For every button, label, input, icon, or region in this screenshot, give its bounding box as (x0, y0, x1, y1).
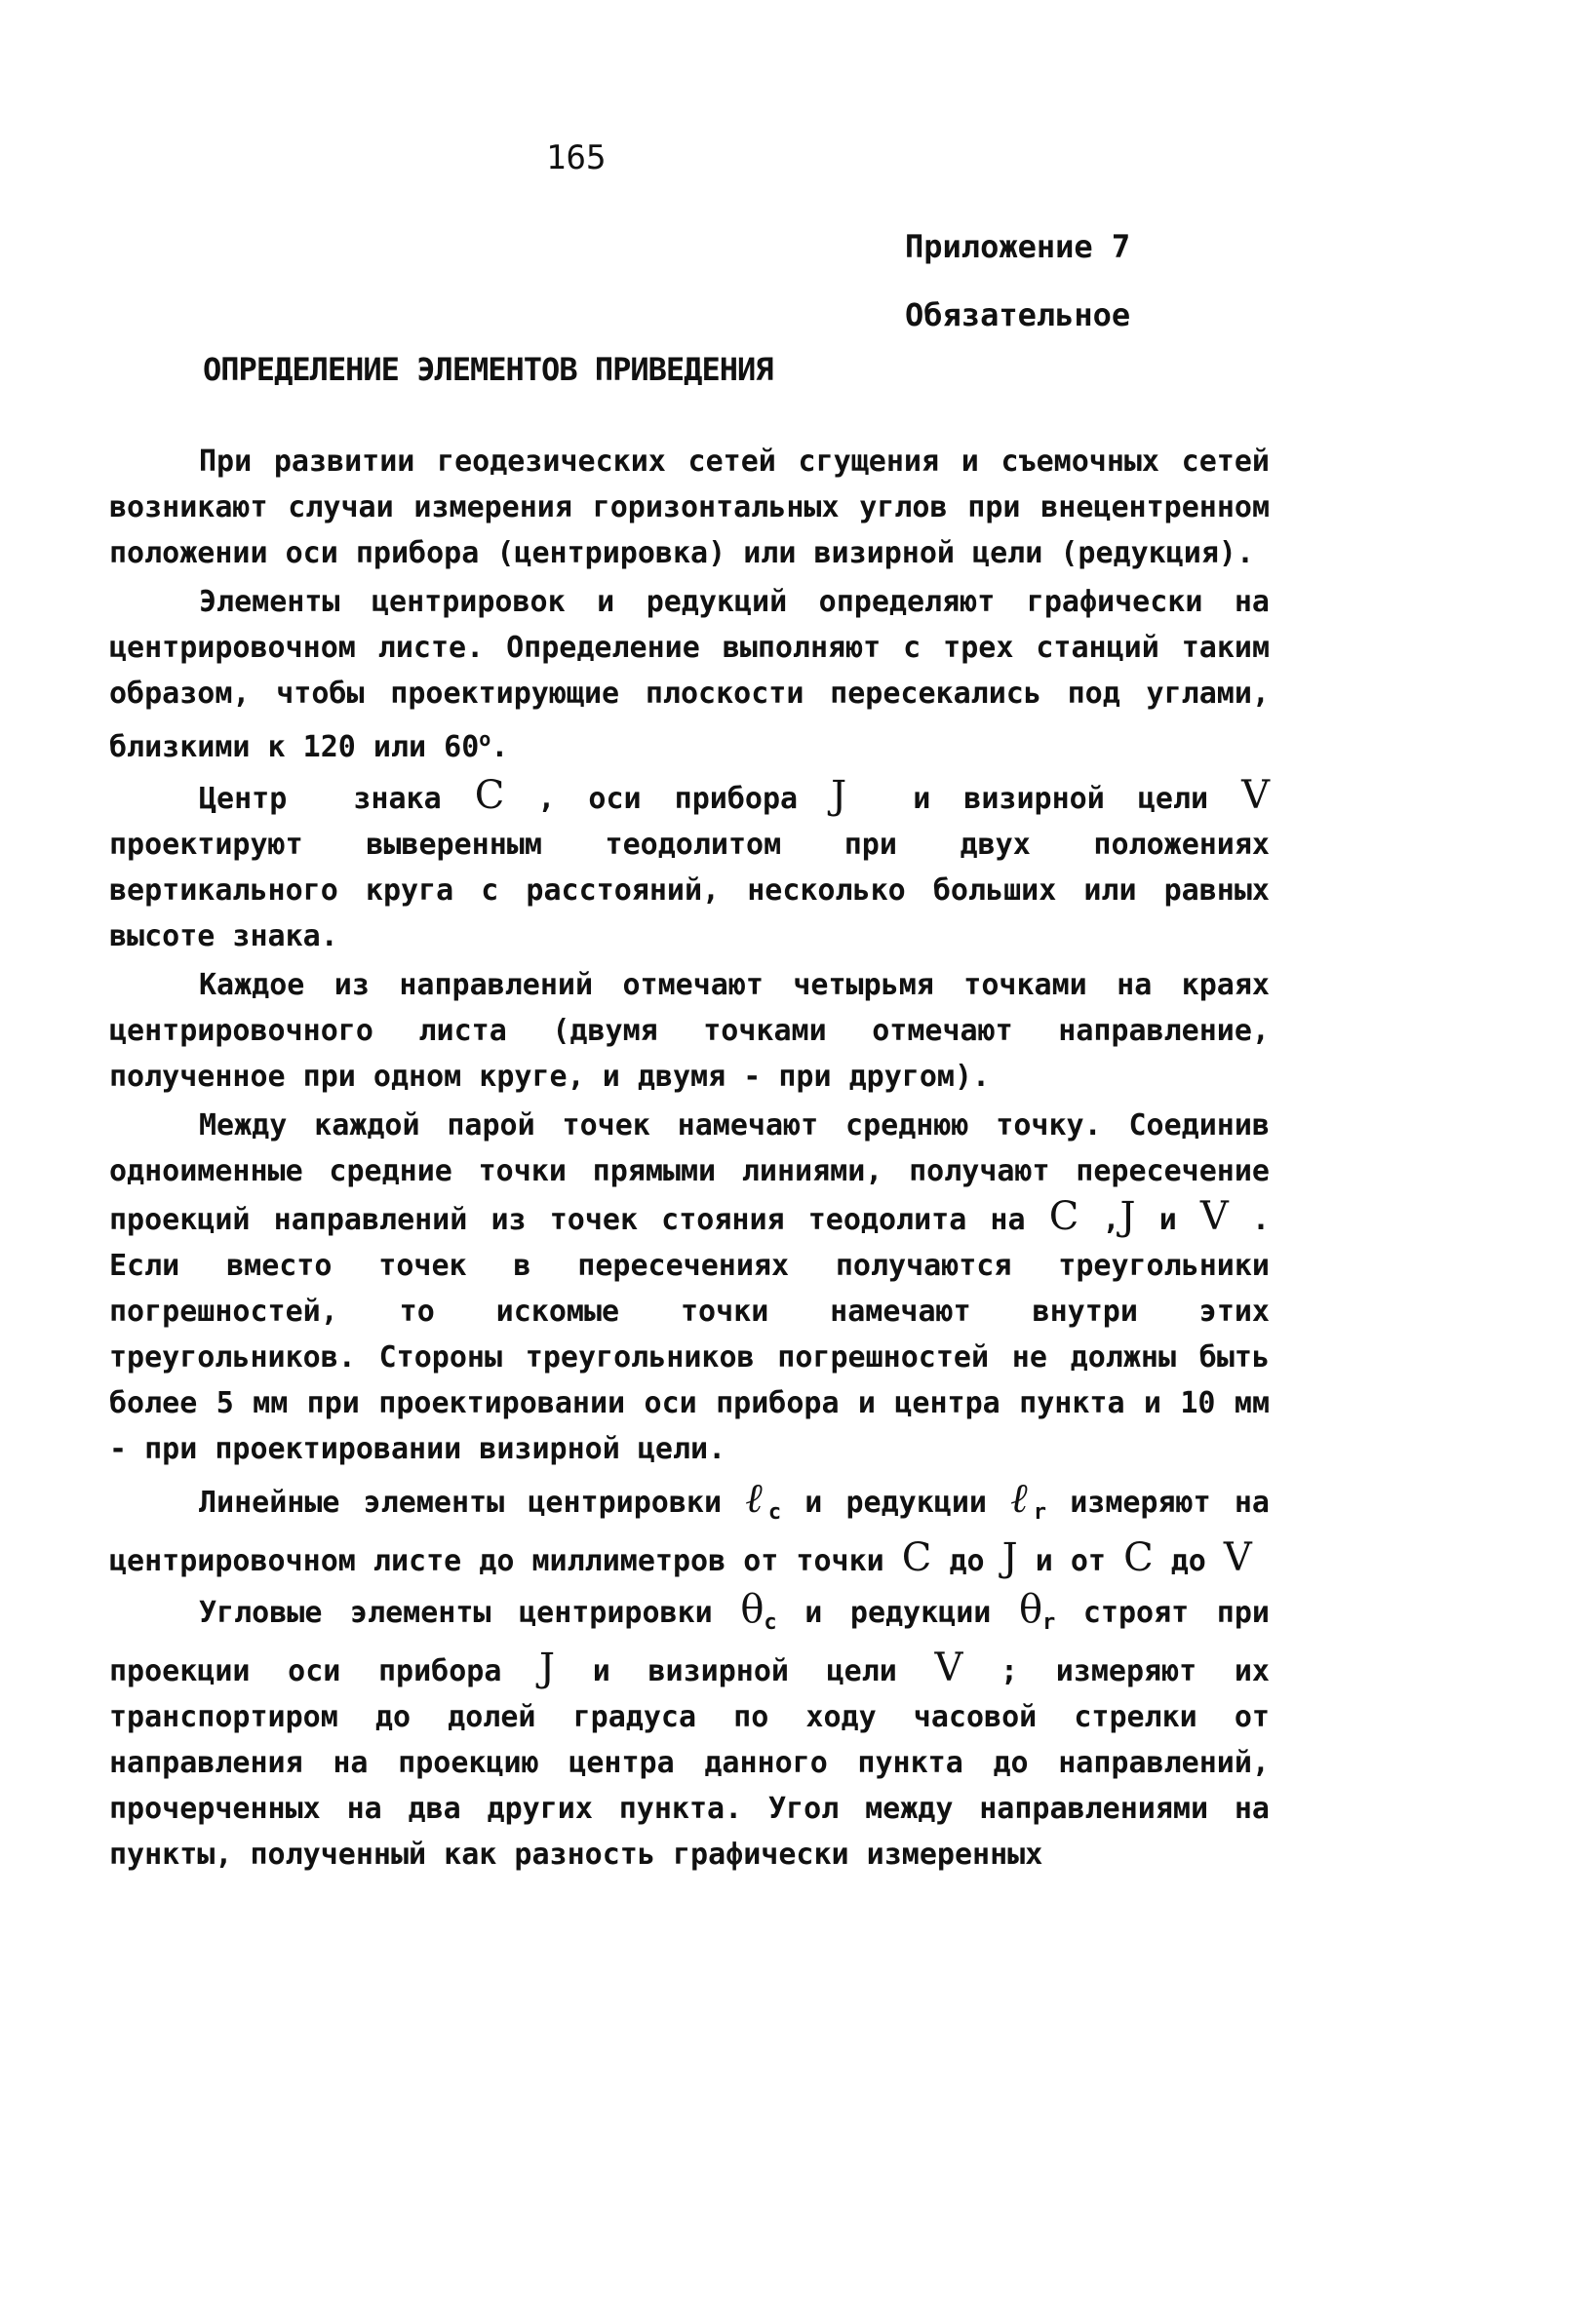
symbol-l-sub-c: c (767, 1500, 782, 1525)
symbol-theta: θ (740, 1587, 765, 1632)
symbol-j: J (539, 1646, 556, 1690)
symbol-c: C (474, 773, 505, 818)
symbol-l-sub-r: r (1033, 1500, 1047, 1525)
paragraph-6-text-d: до (931, 1544, 1002, 1578)
paragraph-3-text-d: проектируют выверенным теодолитом при двух положениях вертикального круга с расстояний, несколько больших или равных высоте знака. (109, 782, 1288, 953)
symbol-theta: θ (1018, 1587, 1043, 1632)
symbol-l: ℓ (745, 1474, 768, 1522)
paragraph-5 (109, 1103, 1288, 1472)
appendix-status: Обязательное (905, 296, 1131, 333)
paragraph-2-end: . (490, 730, 509, 764)
symbol-j: J (831, 773, 847, 818)
paragraph-7-text-d: и визирной цели (555, 1654, 935, 1688)
paragraph-3-text-c: и визирной цели (846, 782, 1242, 816)
paragraph-7-text-a: Угловые элементы центрировки (199, 1596, 741, 1630)
paragraph-7-text-e: ; измеряют их транспортиром до долей градуса по ходу часовой стрелки от направления на проекцию центра данного пункта до направлений, прочерченных на два других пункта. Угол между направлениями на пункты, полученный как разность графически измеренных (109, 1654, 1288, 1872)
symbol-j: J (1119, 1194, 1136, 1239)
symbol-v: V (1241, 773, 1270, 818)
paragraph-3 (109, 773, 1288, 959)
degree-mark: о (479, 727, 491, 751)
symbol-v: V (934, 1646, 963, 1690)
symbol-v: V (1223, 1535, 1252, 1580)
paragraph-6-text-f: до (1153, 1544, 1224, 1578)
paragraph-2-text: Элементы центрировок и редукций определяют графически на центрировочном листе. Определение выполняют с трех станций таким образом, чтобы проектирующие плоскости пересекались под углами, близкими к 120 или 60 (109, 585, 1288, 764)
paragraph-6-text-a: Линейные элементы центрировки (199, 1486, 746, 1520)
symbol-c: C (1123, 1535, 1154, 1580)
paragraph-3-text-b: , оси прибора (504, 782, 832, 816)
paragraph-1-text: При развитии геодезических сетей сгущения и съемочных сетей возникают случаи измерения горизонтальных углов при внецентренном положении оси прибора (центрировка) или визирной цели (редукция). (109, 445, 1288, 570)
paragraph-5-text-a: Между каждой парой точек намечают среднюю точку. Соединив одноименные средние точки прямыми линиями, получают пересечение проекций направлений из точек стояния теодолита на (109, 1108, 1288, 1237)
paragraph-5-text-b: , (1079, 1203, 1120, 1237)
paragraph-6-text-c: измеряют на центрировочном листе до миллиметров от точки (109, 1486, 1288, 1578)
symbol-c: C (901, 1535, 932, 1580)
symbol-v: V (1199, 1194, 1229, 1239)
paragraph-6-text-b: и редукции (781, 1486, 1011, 1520)
paragraph-7 (109, 1587, 1288, 1878)
section-heading: ОПРЕДЕЛЕНИЕ ЭЛЕМЕНТОВ ПРИВЕДЕНИЯ (203, 351, 773, 388)
paragraph-2 (109, 579, 1288, 770)
appendix-label: Приложение 7 (905, 228, 1131, 265)
page-number: 165 (546, 138, 607, 177)
paragraph-7-text-b: и редукции (776, 1596, 1019, 1630)
symbol-j: J (1001, 1535, 1018, 1580)
symbol-theta-sub-c: c (764, 1610, 777, 1635)
appendix-block (905, 213, 1130, 349)
paragraph-4 (109, 962, 1288, 1100)
paragraph-7-text-c: строят при проекции оси прибора (109, 1596, 1288, 1688)
paragraph-3-text-a: Центр знака (199, 782, 475, 816)
paragraph-4-text: Каждое из направлений отмечают четырьмя точками на краях центрировочного листа (двумя точками отмечают направление, полученное при одном круге, и двумя - при другом). (109, 968, 1288, 1094)
paragraph-6 (109, 1474, 1288, 1584)
body-text (109, 439, 1288, 1878)
paragraph-5-text-d: . Если вместо точек в пересечениях получаются треугольники погрешностей, то искомые точки намечают внутри этих треугольников. Стороны треугольников погрешностей не должны быть более 5 мм при проектировании оси прибора и центра пункта и 10 мм - при проектировании визирной цели. (109, 1203, 1288, 1466)
symbol-c: C (1048, 1194, 1079, 1239)
symbol-theta-sub-r: r (1042, 1610, 1056, 1635)
symbol-l: ℓ (1010, 1474, 1034, 1522)
paragraph-5-text-c: и (1135, 1203, 1200, 1237)
paragraph-6-text-e: и от (1017, 1544, 1124, 1578)
paragraph-1 (109, 439, 1288, 576)
